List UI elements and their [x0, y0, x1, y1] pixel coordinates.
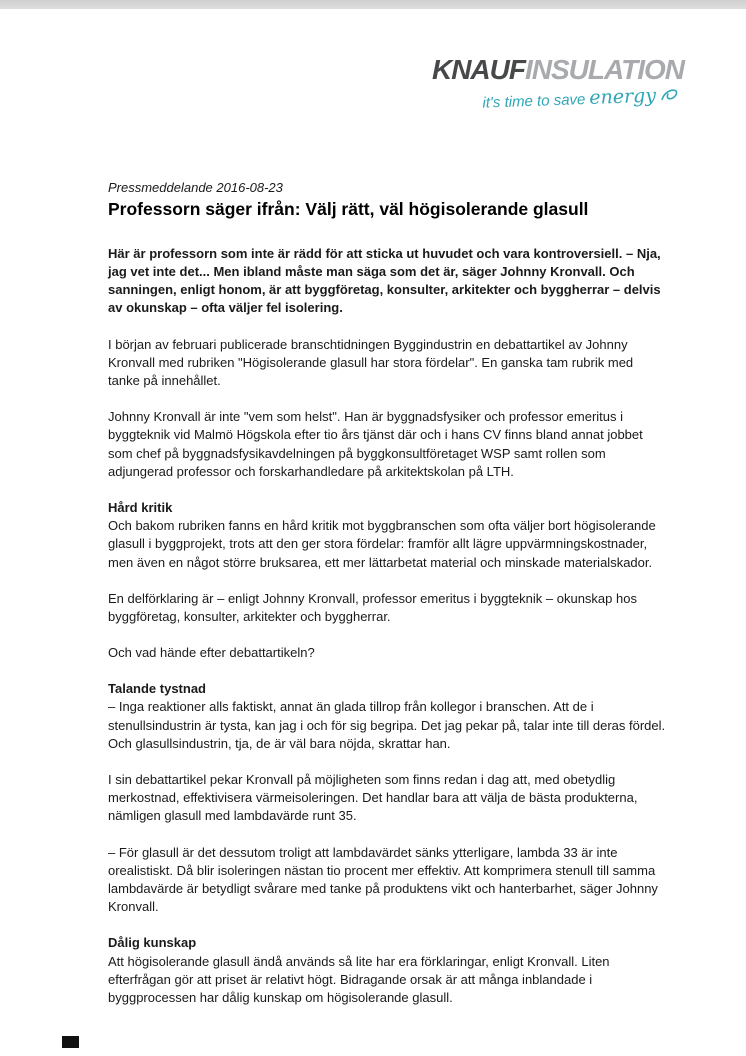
logo-brand-knauf: KNAUF: [431, 54, 525, 85]
swoosh-icon: [660, 86, 685, 109]
press-release-article: [108, 180, 666, 1025]
article-paragraph: I sin debattartikel pekar Kronvall på möjligheten som finns redan i dag att, med obetydlig merkostnad, effektivisera värmeisoleringen. Det handlar bara att välja de bästa produkterna, nämligen glasull med lambdavärde runt 35.: [108, 772, 638, 824]
headline: Professorn säger ifrån: Välj rätt, väl högisolerande glasull: [108, 199, 589, 219]
article-paragraph: Att högisolerande glasull ändå används så lite har era förklaringar, enligt Kronvall. Liten efterfrågan gör att priset är relativt högt. Bidragande orsak är att många inblandade i byggprocessen har dålig kunskap om högisolerande glasull.: [108, 953, 610, 1005]
article-paragraph: – För glasull är det dessutom troligt att lambdavärdet sänks ytterligare, lambda 33 är inte orealistiskt. Då blir isoleringen nästan tio procent mer effektiv. Att komprimera stenull till samma lambdavärde är betydligt svårare med tanke på produktens vikt och hanterbarhet, säger Johnny Kronvall.: [108, 844, 658, 915]
article-subheading: Talande tystnad: [108, 681, 207, 697]
dateline: Pressmeddelande 2016-08-23: [108, 180, 283, 195]
logo-wordmark: [432, 56, 684, 84]
logo-tagline-prefix: it's time to save: [482, 91, 586, 112]
logo-brand-insulation: INSULATION: [524, 54, 684, 85]
knauf-insulation-logo: [432, 56, 684, 110]
logo-tagline: [432, 83, 685, 115]
article-subheading: Hård kritik: [108, 499, 173, 515]
article-paragraph: Och bakom rubriken fanns en hård kritik mot byggbranschen som ofta väljer bort högisolerande glasull i byggprojekt, trots att den ger stora fördelar: framför allt lägre uppvärmningskostnader, men även en något större bruksarea, ett mer lättarbetat material och minskade materialskador.: [108, 518, 656, 570]
article-paragraph: En delförklaring är – enligt Johnny Kronvall, professor emeritus i byggteknik – okunskap hos byggföretag, konsulter, arkitekter och byggherrar.: [108, 590, 637, 624]
logo-tagline-emphasis: energy: [588, 84, 657, 109]
top-edge-strip: [0, 0, 746, 9]
article-subheading: Dålig kunskap: [108, 935, 197, 951]
article-paragraph: Och vad hände efter debattartikeln?: [108, 645, 315, 661]
article-body: [108, 336, 666, 1007]
article-paragraph: – Inga reaktioner alls faktiskt, annat än glada tillrop från kollegor i branschen. Att de i stenullsindustrin är tysta, kan jag i och för sig begripa. Det jag pekar på, talar inte till deras fördel. Och glasullsindustrin, tja, de är väl bara nöjda, skrattar han.: [108, 699, 666, 751]
article-paragraph: I början av februari publicerade branschtidningen Byggindustrin en debattartikel av Johnny Kronvall med rubriken "Högisolerande glasull har stora fördelar". En ganska tam rubrik med tanke på innehållet.: [108, 336, 634, 388]
lead-paragraph: Här är professorn som inte är rädd för att sticka ut huvudet och vara kontroversiell. – Nja, jag vet inte det... Men ibland måste man säga som det är, säger Johnny Kronvall. Och sanningen, enligt honom, är att byggföretag, konsulter, arkitekter och byggherrar – delvis av okunskap – ofta väljer fel isolering.: [108, 245, 661, 316]
page-bottom-mark: [62, 1036, 79, 1048]
article-paragraph: Johnny Kronvall är inte "vem som helst". Han är byggnadsfysiker och professor emeritus i byggteknik vid Malmö Högskola efter tio års tjänst där och i hans CV finns bland annat jobbet som chef på byggnadsfysikavdelningen på byggkonsultföretaget WSP samt rollen som adjungerad professor och forskarhandledare på arkitektskolan på LTH.: [108, 409, 643, 479]
